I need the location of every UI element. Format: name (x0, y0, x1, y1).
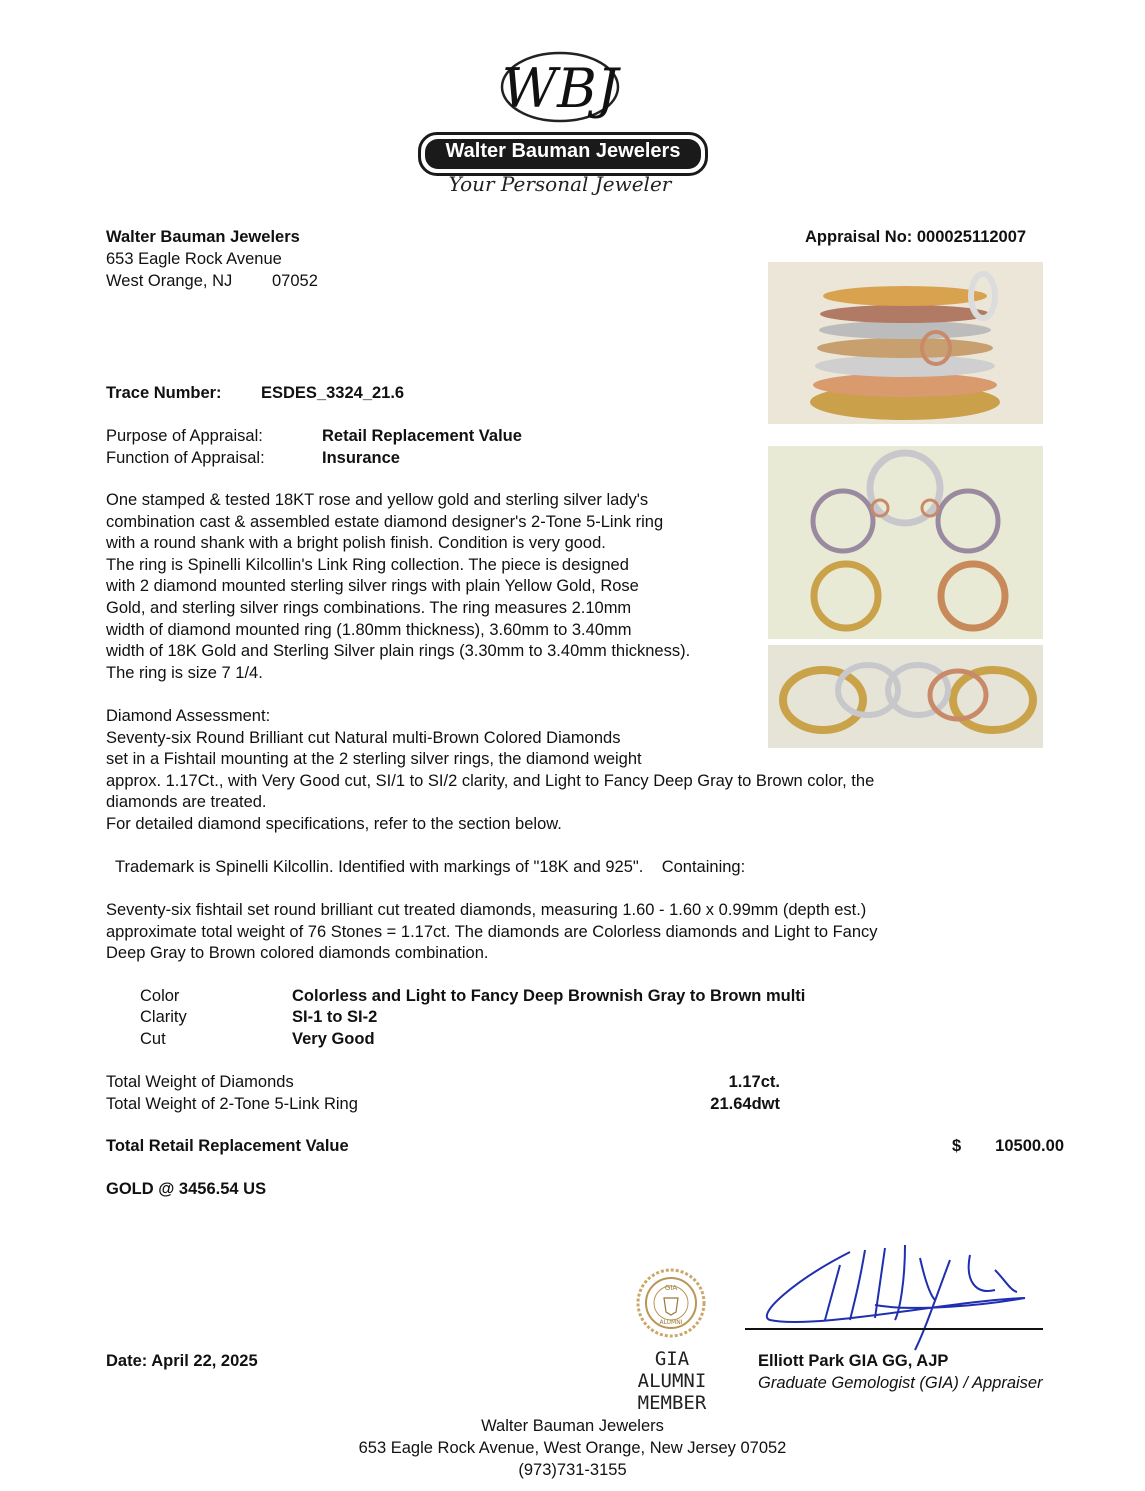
spec-value: Very Good (292, 1030, 375, 1048)
description-line: The ring is size 7 1/4. (106, 663, 263, 682)
trace-number-value: ESDES_3324_21.6 (261, 384, 405, 402)
appraisal-number-value: 000025112007 (916, 228, 1027, 246)
appraisal-number-label: Appraisal No: (805, 228, 913, 246)
description-line: with a round shank with a bright polish finish. Condition is very good. (106, 534, 606, 553)
gia-badge-line2: MEMBER (637, 1392, 707, 1414)
purpose-label: Purpose of Appraisal: (106, 427, 263, 445)
spec-label: Color (140, 987, 180, 1005)
company-name: Walter Bauman Jewelers (106, 228, 300, 246)
spec-value: SI-1 to SI-2 (292, 1008, 378, 1026)
description-line: Gold, and sterling silver rings combinations. The ring measures 2.10mm (106, 598, 632, 617)
function-label: Function of Appraisal: (106, 449, 265, 467)
description-line: with 2 diamond mounted sterling silver rings with plain Yellow Gold, Rose (106, 577, 639, 596)
footer-company: Walter Bauman Jewelers (481, 1417, 664, 1435)
weight-diamonds-value: 1.17ct. (728, 1073, 780, 1091)
signature-icon (755, 1240, 1045, 1360)
footer-address: 653 Eagle Rock Avenue, West Orange, New Jersey 07052 (358, 1439, 787, 1457)
logo-name-plate (418, 132, 708, 176)
purpose-value: Retail Replacement Value (322, 427, 522, 445)
item-description (106, 490, 690, 684)
stones-line: Seventy-six fishtail set round brilliant cut treated diamonds, measuring 1.60 - 1.60 x 0.99mm (depth est.) (106, 901, 867, 919)
svg-text:WBJ: WBJ (501, 57, 619, 120)
diamond-assessment-line: Seventy-six Round Brilliant cut Natural multi-Brown Colored Diamonds (106, 728, 621, 747)
description-line: The ring is Spinelli Kilcollin's Link Ring collection. The piece is designed (106, 555, 629, 574)
signer-name: Elliott Park GIA GG, AJP (758, 1352, 949, 1370)
weight-ring-value: 21.64dwt (710, 1095, 780, 1113)
spec-value: Colorless and Light to Fancy Deep Brownish Gray to Brown multi (292, 987, 806, 1005)
logo-tagline: Your Personal Jeweler (448, 172, 672, 196)
signature-line (745, 1328, 1043, 1330)
gia-badge-line1: GIA ALUMNI (637, 1348, 707, 1392)
diamond-assessment-line: set in a Fishtail mounting at the 2 sterling silver rings, the diamond weight (106, 750, 642, 769)
gia-alumni-badge (618, 1268, 726, 1414)
gold-price: GOLD @ 3456.54 US (106, 1180, 267, 1198)
stones-line: approximate total weight of 76 Stones = 1.17ct. The diamonds are Colorless diamonds and Light to Fancy (106, 922, 878, 941)
footer-phone: (973)731-3155 (518, 1461, 627, 1479)
weight-diamonds-label: Total Weight of Diamonds (106, 1073, 294, 1091)
ring-photo-linked (768, 446, 1043, 639)
diamond-assessment-line: approx. 1.17Ct., with Very Good cut, SI/1 to SI/2 clarity, and Light to Fancy Deep Gray to Brown color, the (106, 771, 875, 790)
total-currency: $ (952, 1137, 962, 1155)
stones-line: Deep Gray to Brown colored diamonds combination. (106, 944, 489, 963)
appraisal-date: Date: April 22, 2025 (106, 1352, 258, 1370)
trace-number-label: Trace Number: (106, 384, 222, 402)
appraisal-number (805, 227, 1026, 249)
function-value: Insurance (322, 449, 400, 467)
logo-name: Walter Bauman Jewelers (425, 139, 701, 169)
weight-ring-label: Total Weight of 2-Tone 5-Link Ring (106, 1095, 358, 1113)
company-zip: 07052 (272, 272, 318, 290)
description-line: width of diamond mounted ring (1.80mm thickness), 3.60mm to 3.40mm (106, 620, 632, 639)
signer-title: Graduate Gemologist (GIA) / Appraiser (758, 1374, 1043, 1392)
spec-label: Cut (140, 1030, 166, 1048)
stones-description (106, 900, 878, 965)
description-line: One stamped & tested 18KT rose and yellow gold and sterling silver lady's (106, 491, 649, 509)
gia-seal-icon (636, 1268, 706, 1338)
ring-photo-stacked (768, 262, 1043, 424)
diamond-assessment-line: diamonds are treated. (106, 793, 267, 812)
gia-seal-text: GIA (664, 1284, 678, 1292)
diamond-assessment-heading: Diamond Assessment: (106, 707, 271, 725)
total-value-label: Total Retail Replacement Value (106, 1137, 349, 1155)
gia-seal-subtext: ALUMNI (659, 1319, 683, 1326)
description-line: width of 18K Gold and Sterling Silver plain rings (3.30mm to 3.40mm thickness). (106, 642, 691, 661)
diamond-assessment-line: For detailed diamond specifications, refer to the section below. (106, 814, 562, 833)
trademark-note: Trademark is Spinelli Kilcollin. Identified with markings of "18K and 925". Containing: (115, 858, 746, 876)
company-address: 653 Eagle Rock Avenue (106, 250, 282, 268)
total-value-amount: 10500.00 (995, 1137, 1064, 1155)
spec-label: Clarity (140, 1008, 187, 1026)
wbj-monogram-icon (480, 45, 640, 135)
description-line: combination cast & assembled estate diamond designer's 2-Tone 5-Link ring (106, 512, 664, 531)
company-city-state: West Orange, NJ (106, 272, 233, 290)
diamond-assessment (106, 706, 874, 836)
company-logo (400, 40, 720, 210)
